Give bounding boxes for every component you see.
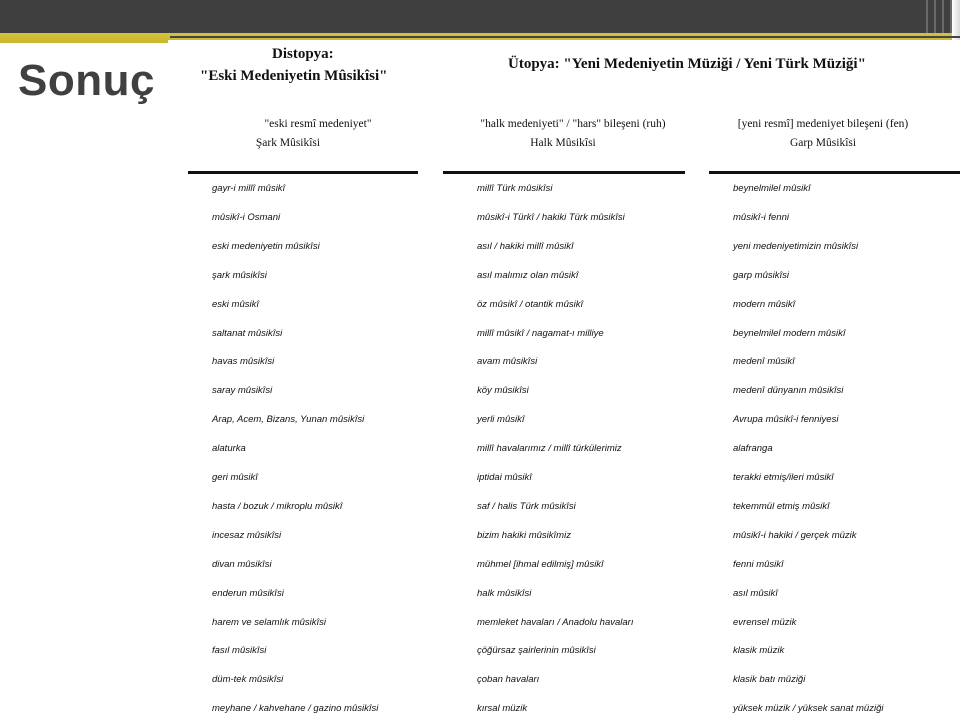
term-item: modern mûsikî bbox=[733, 298, 796, 310]
term-item: yeni medeniyetimizin mûsikîsi bbox=[733, 240, 859, 252]
term-item: gayr-i millî mûsikî bbox=[212, 183, 286, 194]
term-item: asıl / hakiki millî mûsikî bbox=[477, 240, 574, 252]
term-item: millî havalarımız / millî türkülerimiz bbox=[477, 443, 622, 455]
term-item: hasta / bozuk / mikroplu mûsikî bbox=[212, 500, 343, 512]
term-item: avam mûsikîsi bbox=[477, 356, 538, 368]
term-item: saf / halis Türk mûsikîsi bbox=[477, 500, 576, 512]
term-item: fasıl mûsikîsi bbox=[212, 645, 267, 657]
distopya-subtitle: "Eski Medeniyetin Mûsikîsi" bbox=[200, 68, 388, 84]
term-item: bizim hakiki mûsikîmiz bbox=[477, 529, 571, 541]
term-item: saray mûsikîsi bbox=[212, 385, 273, 397]
term-item: garp mûsikîsi bbox=[733, 269, 789, 281]
term-item: mûsikî-i Osmani bbox=[212, 211, 281, 223]
term-item: yüksek müzik / yüksek sanat müziği bbox=[733, 703, 884, 715]
term-item: düm-tek mûsikîsi bbox=[212, 674, 284, 686]
column-3-rule bbox=[709, 171, 960, 174]
term-item: çöğürsaz şairlerinin mûsikîsi bbox=[477, 645, 596, 657]
term-item: memleket havaları / Anadolu havaları bbox=[477, 616, 634, 628]
term-item: klasik müzik bbox=[733, 645, 785, 657]
term-item: millî Türk mûsikîsi bbox=[477, 183, 553, 194]
term-item: alafranga bbox=[733, 443, 773, 455]
column-1-subheading: Şark Mûsikîsi bbox=[255, 137, 321, 149]
term-item: yerli mûsikî bbox=[477, 414, 525, 426]
term-item: çoban havaları bbox=[477, 674, 540, 686]
term-item: mûsikî-i fenni bbox=[733, 211, 789, 223]
term-item: fenni mûsikî bbox=[733, 558, 784, 570]
column-3-subheading: Garp Mûsikîsi bbox=[789, 137, 857, 149]
term-item: medenî mûsikî bbox=[733, 356, 795, 368]
term-item: halk mûsikîsi bbox=[477, 587, 532, 599]
term-item: Arap, Acem, Bizans, Yunan mûsikîsi bbox=[212, 414, 365, 426]
term-item: saltanat mûsikîsi bbox=[212, 327, 283, 339]
column-2-rule bbox=[443, 171, 685, 174]
column-1-rule bbox=[188, 171, 418, 174]
term-item: terakki etmiş/ileri mûsikî bbox=[733, 472, 834, 483]
term-item: harem ve selamlık mûsikîsi bbox=[212, 616, 327, 628]
column-2-subheading: Halk Mûsikîsi bbox=[530, 137, 596, 149]
term-item: divan mûsikîsi bbox=[212, 558, 272, 570]
term-item: millî mûsikî / nagamat-ı milliye bbox=[477, 327, 604, 339]
term-item: eski mûsikî bbox=[212, 298, 259, 310]
term-item: alaturka bbox=[212, 443, 246, 455]
term-item: asıl malımız olan mûsikî bbox=[477, 269, 579, 281]
term-item: enderun mûsikîsi bbox=[212, 587, 284, 599]
term-item: beynelmilel mûsikî bbox=[733, 183, 811, 194]
term-item: iptidai mûsikî bbox=[477, 472, 532, 483]
term-item: tekemmül etmiş mûsikî bbox=[733, 500, 830, 512]
term-item: Avrupa mûsikî-i fenniyesi bbox=[733, 414, 839, 426]
term-item: meyhane / kahvehane / gazino mûsikîsi bbox=[212, 703, 379, 715]
term-item: kırsal müzik bbox=[477, 703, 528, 715]
term-item: şark mûsikîsi bbox=[212, 269, 267, 281]
term-item: medenî dünyanın mûsikîsi bbox=[733, 385, 844, 397]
utopya-title: Ütopya: "Yeni Medeniyetin Müziği / Yeni Türk Müziği" bbox=[508, 56, 866, 72]
top-bar bbox=[0, 0, 960, 33]
term-item: mûsikî-i hakiki / gerçek müzik bbox=[733, 529, 857, 541]
term-item: geri mûsikî bbox=[212, 472, 258, 483]
distopya-label: Distopya: bbox=[272, 46, 334, 62]
term-item: mühmel [ihmal edilmiş] mûsikî bbox=[477, 558, 604, 570]
column-2-heading: "halk medeniyeti" / "hars" bileşeni (ruh) bbox=[480, 118, 666, 130]
slide-title: Sonuç bbox=[18, 56, 155, 105]
term-item: evrensel müzik bbox=[733, 616, 797, 628]
term-item: köy mûsikîsi bbox=[477, 385, 529, 397]
document-image bbox=[168, 40, 960, 720]
term-item: mûsikî-i Türkî / hakiki Türk mûsikîsi bbox=[477, 211, 625, 223]
term-item: eski medeniyetin mûsikîsi bbox=[212, 240, 320, 252]
term-item: asıl mûsikî bbox=[733, 587, 778, 599]
term-item: incesaz mûsikîsi bbox=[212, 529, 282, 541]
term-item: öz mûsikî / otantik mûsikî bbox=[477, 298, 584, 310]
term-item: havas mûsikîsi bbox=[212, 356, 275, 368]
term-item: beynelmilel modern mûsikî bbox=[733, 327, 846, 339]
term-item: klasik batı müziği bbox=[733, 674, 806, 686]
column-3-heading: [yeni resmî] medeniyet bileşeni (fen) bbox=[737, 118, 909, 130]
accent-line-dark bbox=[170, 36, 960, 38]
column-1-heading: "eski resmî medeniyet" bbox=[264, 118, 372, 130]
